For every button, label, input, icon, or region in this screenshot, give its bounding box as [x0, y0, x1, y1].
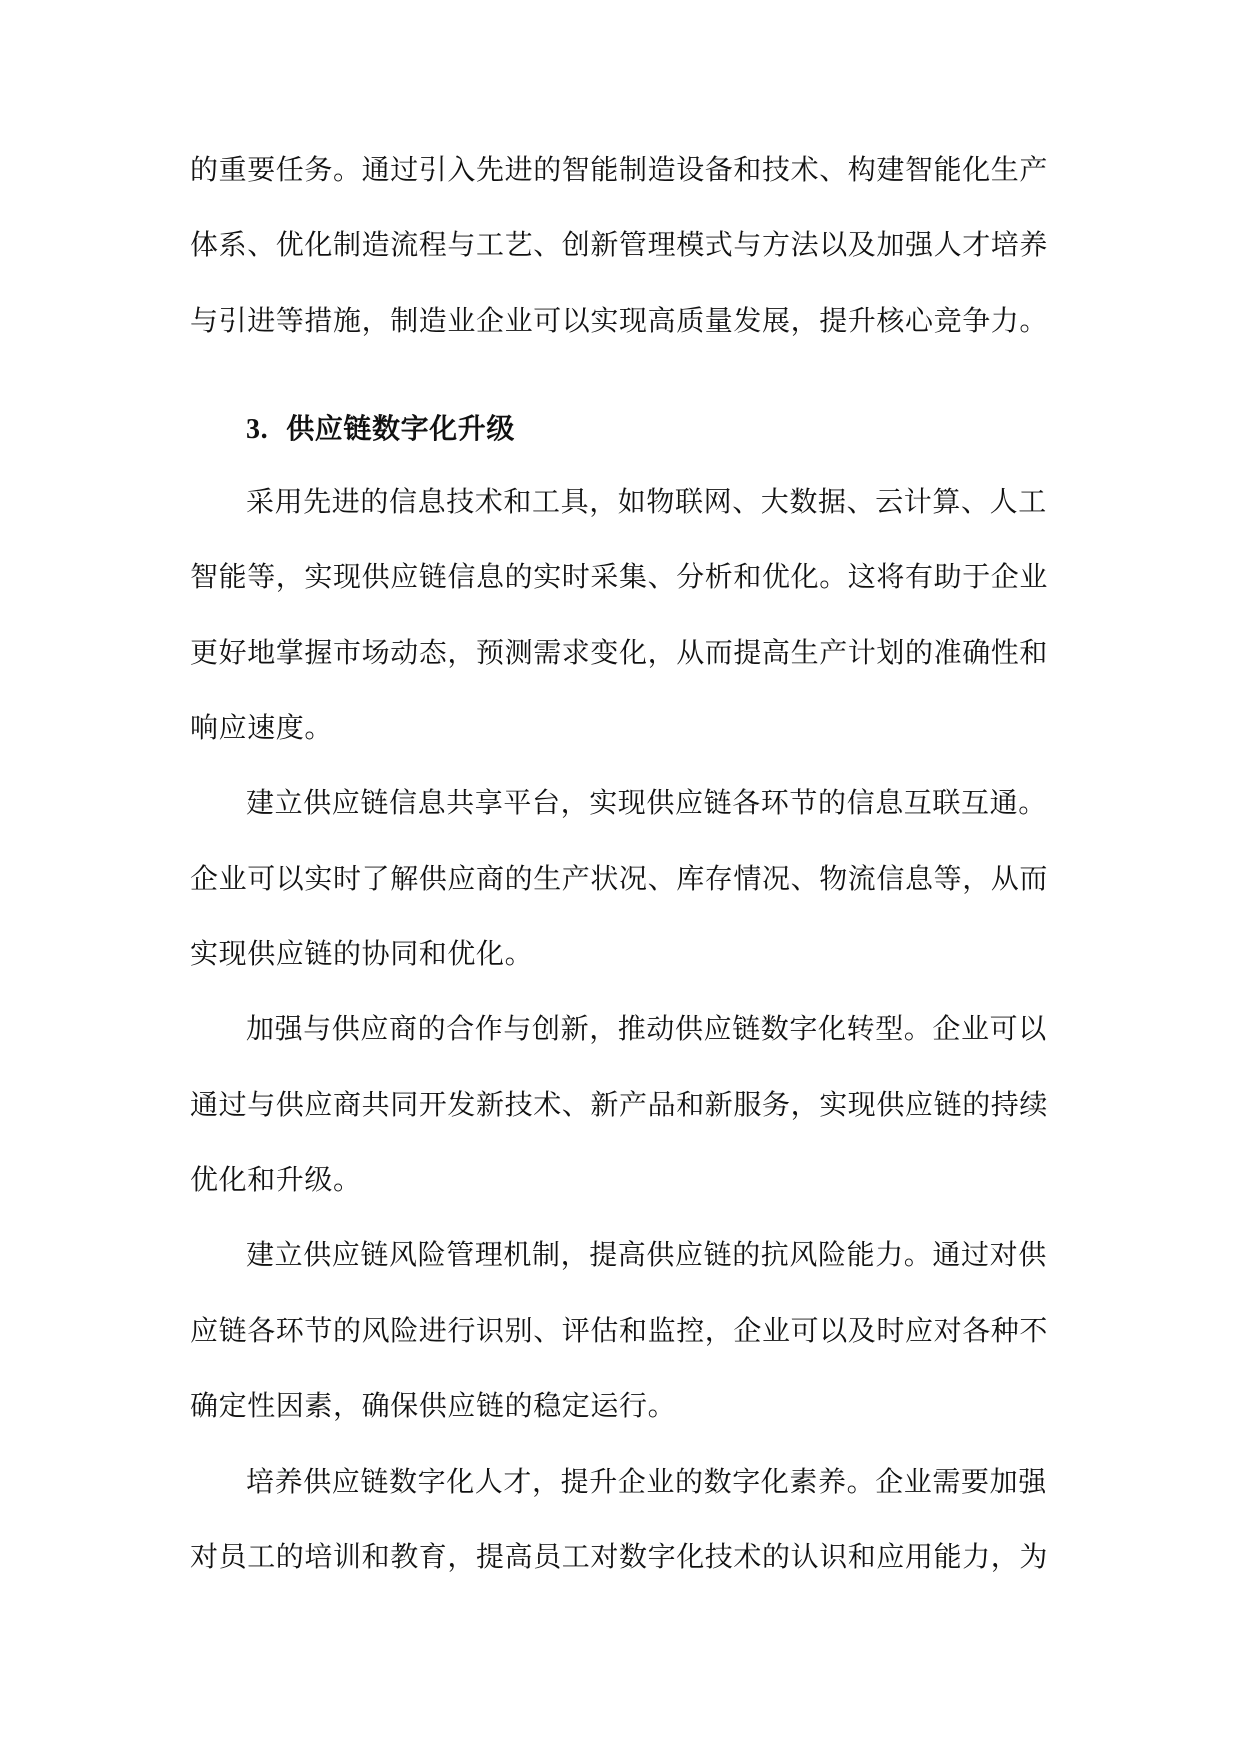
paragraph-line: 加强与供应商的合作与创新，推动供应链数字化转型。企业可以 — [246, 1012, 1047, 1045]
section-number: 3. — [246, 414, 269, 445]
intro-line: 与引进等措施，制造业企业可以实现高质量发展，提升核心竞争力。 — [190, 304, 1049, 337]
paragraph-line: 建立供应链风险管理机制，提高供应链的抗风险能力。通过对供 — [246, 1238, 1047, 1271]
paragraph-line: 响应速度。 — [190, 711, 334, 744]
paragraph-line: 实现供应链的协同和优化。 — [190, 937, 534, 970]
paragraph-line: 培养供应链数字化人才，提升企业的数字化素养。企业需要加强 — [246, 1465, 1047, 1498]
intro-line: 体系、优化制造流程与工艺、创新管理模式与方法以及加强人才培养 — [190, 228, 1049, 261]
section-heading — [246, 403, 846, 455]
paragraph-line: 建立供应链信息共享平台，实现供应链各环节的信息互联互通。 — [246, 786, 1047, 819]
paragraph-line: 通过与供应商共同开发新技术、新产品和新服务，实现供应链的持续 — [190, 1088, 1049, 1121]
paragraph-line: 确定性因素，确保供应链的稳定运行。 — [190, 1389, 677, 1422]
intro-line: 的重要任务。通过引入先进的智能制造设备和技术、构建智能化生产 — [190, 153, 1049, 186]
paragraph-line: 采用先进的信息技术和工具，如物联网、大数据、云计算、人工 — [246, 485, 1047, 518]
paragraph-line: 更好地掌握市场动态，预测需求变化，从而提高生产计划的准确性和 — [190, 636, 1049, 669]
paragraph-line: 应链各环节的风险进行识别、评估和监控，企业可以及时应对各种不 — [190, 1314, 1049, 1347]
paragraph-line: 对员工的培训和教育，提高员工对数字化技术的认识和应用能力，为 — [190, 1540, 1049, 1573]
paragraph-line: 智能等，实现供应链信息的实时采集、分析和优化。这将有助于企业 — [190, 560, 1049, 593]
section-title: 供应链数字化升级 — [286, 412, 516, 445]
paragraph-line: 企业可以实时了解供应商的生产状况、库存情况、物流信息等，从而 — [190, 862, 1049, 895]
paragraph-line: 优化和升级。 — [190, 1163, 362, 1196]
